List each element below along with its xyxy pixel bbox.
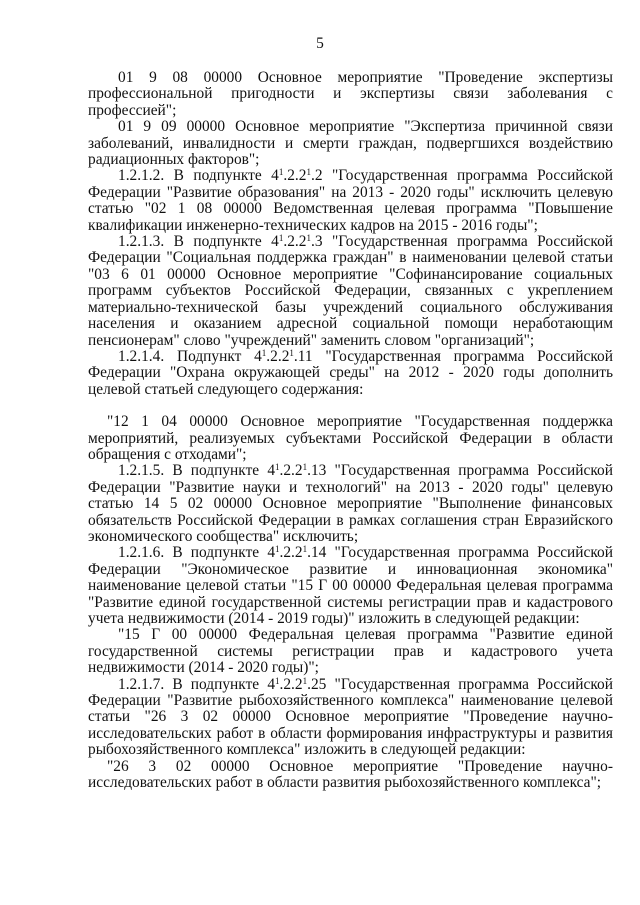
paragraph: "26 3 02 00000 Основное мероприятие "Проведение научно-исследовательских работ в области развития рыбохозяйственного комплекса";: [88, 757, 613, 792]
paragraph: "15 Г 00 00000 Федеральная целевая программа "Развитие единой государственной системы регистрации прав и кадастрового учета недвижимости (2014 - 2020 годы)";: [88, 626, 613, 677]
paragraph: 1.2.1.6. В подпункте $4^1.2.2^1.14$ "Государственная программа Российской Федерации "Экономическое развитие и инновационная экономика" наименование целевой статьи "15 Г 00 00000 Федеральная целевая программа "Развитие единой государственной системы регистрации прав и кадастрового учета недвижимости (2014 - 2019 годы)" изложить в следующей редакции:: [88, 544, 613, 627]
paragraph: 1.2.1.3. В подпункте $4^1.2.2^1.3$ "Государственная программа Российской Федерации "Социальная поддержка граждан" в наименовании целевой статьи "03 6 01 00000 Основное мероприятие "Софинансирование социальных программ субъектов Российской Федерации, связанных с укреплением материально-технической базы учреждений социального обслуживания населения и оказанием адресной социальной помощи неработающим пенсионерам" слово "учреждений" заменить словом "организаций";: [88, 233, 614, 349]
paragraph: 01 9 08 00000 Основное мероприятие "Проведение экспертизы профессиональной пригодности и экспертизы связи заболевания с профессией";: [88, 69, 613, 119]
paragraph: "12 1 04 00000 Основное мероприятие "Государственная поддержка мероприятий, реализуемых субъектами Российской Федерации в области обращения с отходами";: [88, 413, 613, 463]
document-body: [88, 70, 613, 791]
paragraph: 1.2.1.5. В подпункте $4^1.2.2^1.13$ "Государственная программа Российской Федерации "Развитие науки и технологий" на 2013 - 2020 годы" целевую статью 14 5 02 00000 Основное мероприятие "Выполнение финансовых обязательств Российской Федерации в рамках соглашения стран Евразийского экономического сообщества" исключить;: [88, 462, 613, 545]
paragraph: 01 9 09 00000 Основное мероприятие "Экспертиза причинной связи заболеваний, инвалидности и смерти граждан, подвергшихся воздействию радиационных факторов";: [88, 118, 613, 169]
paragraph: 1.2.1.7. В подпункте $4^1.2.2^1.25$ "Государственная программа Российской Федерации "Развитие рыбохозяйственного комплекса" наименование целевой статьи "26 3 02 00000 Основное мероприятие "Проведение научно-исследовательских работ в области формирования инфраструктуры и развития рыбохозяйственного комплекса" изложить в следующей редакции:: [88, 675, 613, 759]
page-number: 5: [316, 35, 324, 52]
paragraph: 1.2.1.2. В подпункте $4^1.2.2^1.2$ "Государственная программа Российской Федерации "Развитие образования" на 2013 - 2020 годы" исключить целевую статью "02 1 08 00000 Ведомственная целевая программа "Повышение квалификации инженерно-технических кадров на 2015 - 2016 годы";: [88, 167, 614, 234]
paragraph: 1.2.1.4. Подпункт $4^1.2.2^1.11$ "Государственная программа Российской Федерации "Охрана окружающей среды" на 2012 - 2020 годы дополнить целевой статьей следующего содержания:: [88, 347, 613, 398]
